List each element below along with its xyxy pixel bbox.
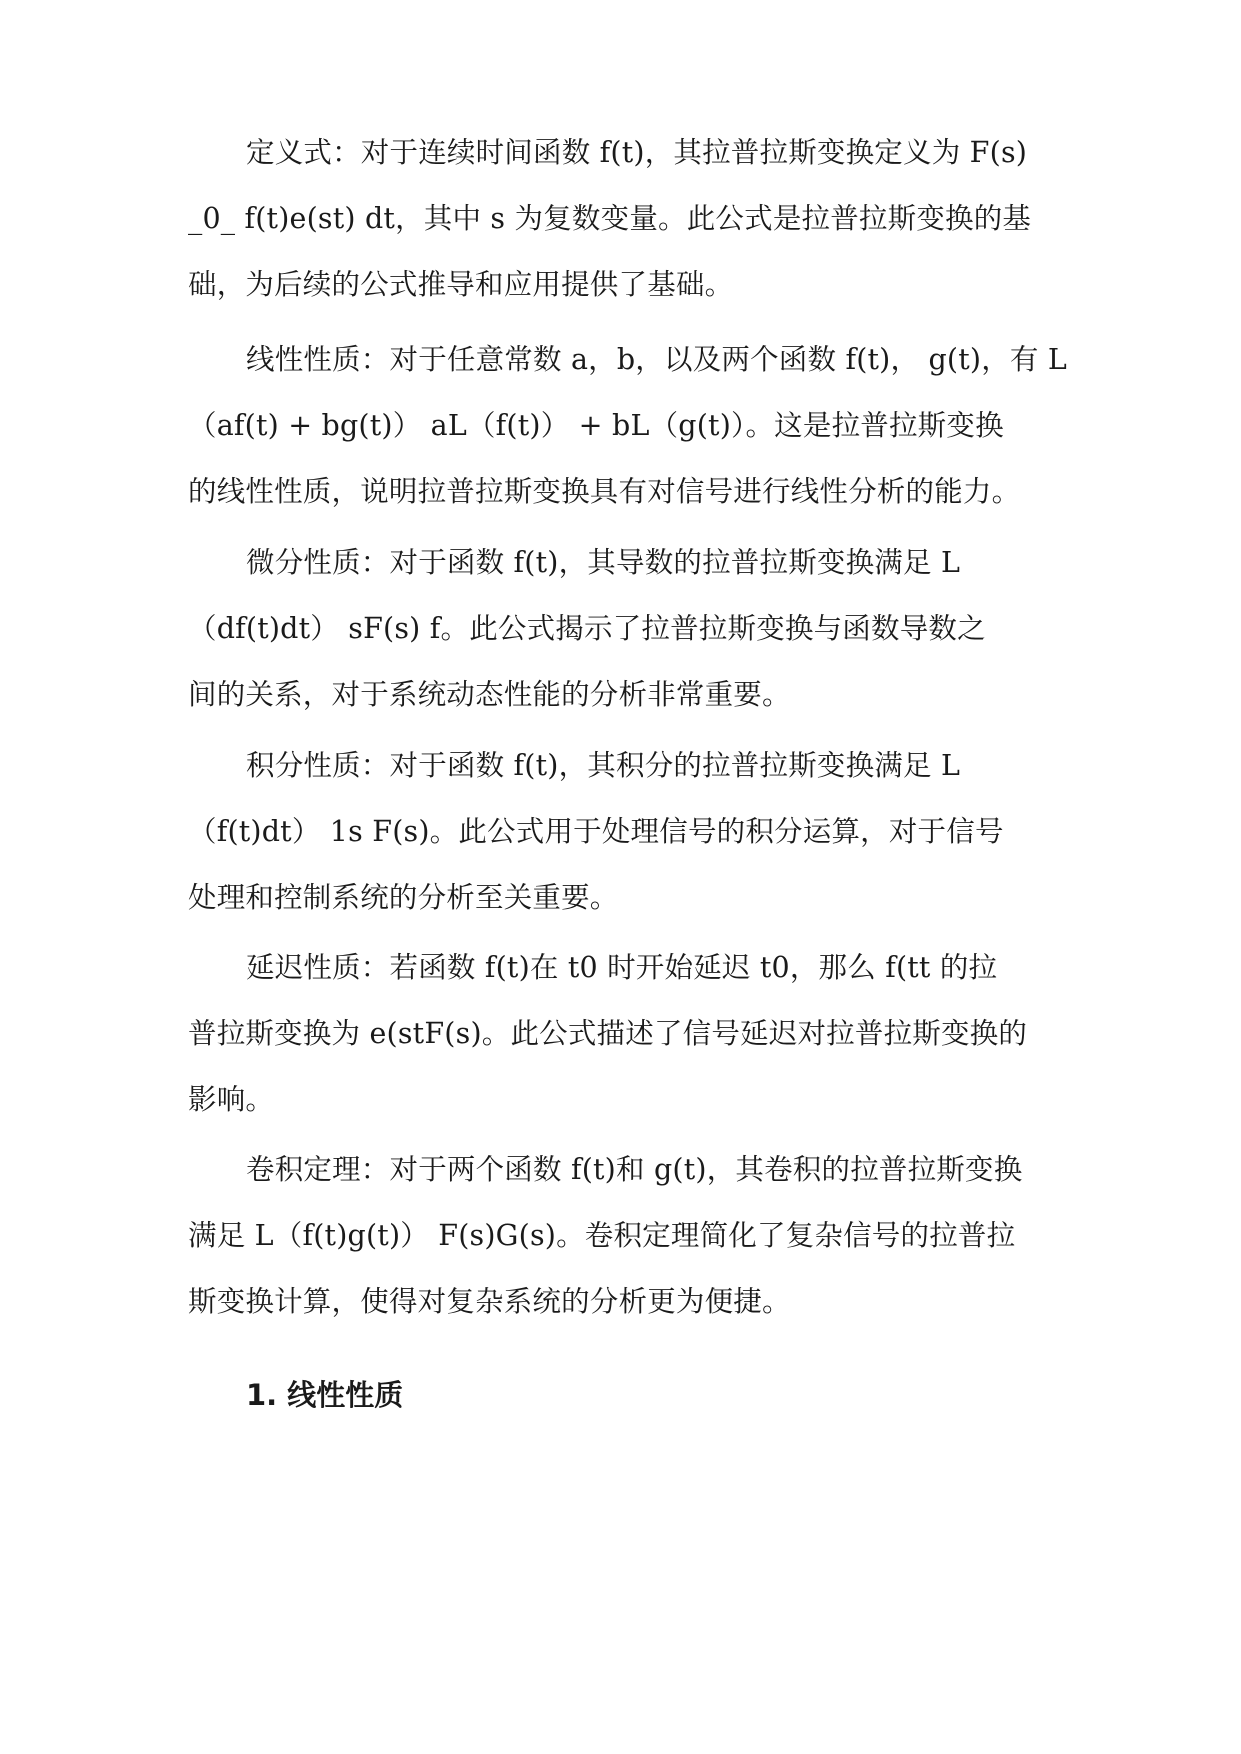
paragraph-differentiation-line-3: 间的关系，对于系统动态性能的分析非常重要。 (188, 678, 791, 711)
paragraph-delay-line-1: 延迟性质：若函数 f(t)在 t0 时开始延迟 t0，那么 f(tt 的拉 (246, 951, 998, 984)
paragraph-convolution-line-2: 满足 L（f(t)g(t)） F(s)G(s)。卷积定理简化了复杂信号的拉普拉 (188, 1219, 1016, 1252)
paragraph-delay-line-2: 普拉斯变换为 e(stF(s)。此公式描述了信号延迟对拉普拉斯变换的 (188, 1017, 1028, 1050)
section-heading: 1. 线性性质 (246, 1378, 404, 1412)
paragraph-integration-line-2: （f(t)dt） 1s F(s)。此公式用于处理信号的积分运算，对于信号 (188, 815, 1004, 848)
paragraph-linearity-line-3: 的线性性质，说明拉普拉斯变换具有对信号进行线性分析的能力。 (188, 475, 1021, 508)
paragraph-convolution-line-1: 卷积定理：对于两个函数 f(t)和 g(t)，其卷积的拉普拉斯变换 (246, 1153, 1023, 1186)
paragraph-linearity-line-2: （af(t) + bg(t)） aL（f(t)） + bL（g(t)）。这是拉普拉斯变换 (188, 409, 1004, 442)
paragraph-definition-line-1: 定义式：对于连续时间函数 f(t)，其拉普拉斯变换定义为 F(s) (246, 136, 1028, 169)
paragraph-definition-line-2: _0_ f(t)e(st) dt，其中 s 为复数变量。此公式是拉普拉斯变换的基 (188, 202, 1032, 235)
paragraph-differentiation-line-2: （df(t)dt） sF(s) f。此公式揭示了拉普拉斯变换与函数导数之 (188, 612, 986, 645)
paragraph-integration-line-1: 积分性质：对于函数 f(t)，其积分的拉普拉斯变换满足 L (246, 749, 961, 782)
paragraph-integration-line-3: 处理和控制系统的分析至关重要。 (188, 881, 619, 914)
paragraph-linearity-line-1: 线性性质：对于任意常数 a，b，以及两个函数 f(t)， g(t)，有 L (246, 343, 1067, 376)
paragraph-delay-line-3: 影响。 (188, 1083, 275, 1116)
paragraph-convolution-line-3: 斯变换计算，使得对复杂系统的分析更为便捷。 (188, 1285, 791, 1318)
paragraph-differentiation-line-1: 微分性质：对于函数 f(t)，其导数的拉普拉斯变换满足 L (246, 546, 961, 579)
paragraph-definition-line-3: 础，为后续的公式推导和应用提供了基础。 (188, 268, 734, 301)
